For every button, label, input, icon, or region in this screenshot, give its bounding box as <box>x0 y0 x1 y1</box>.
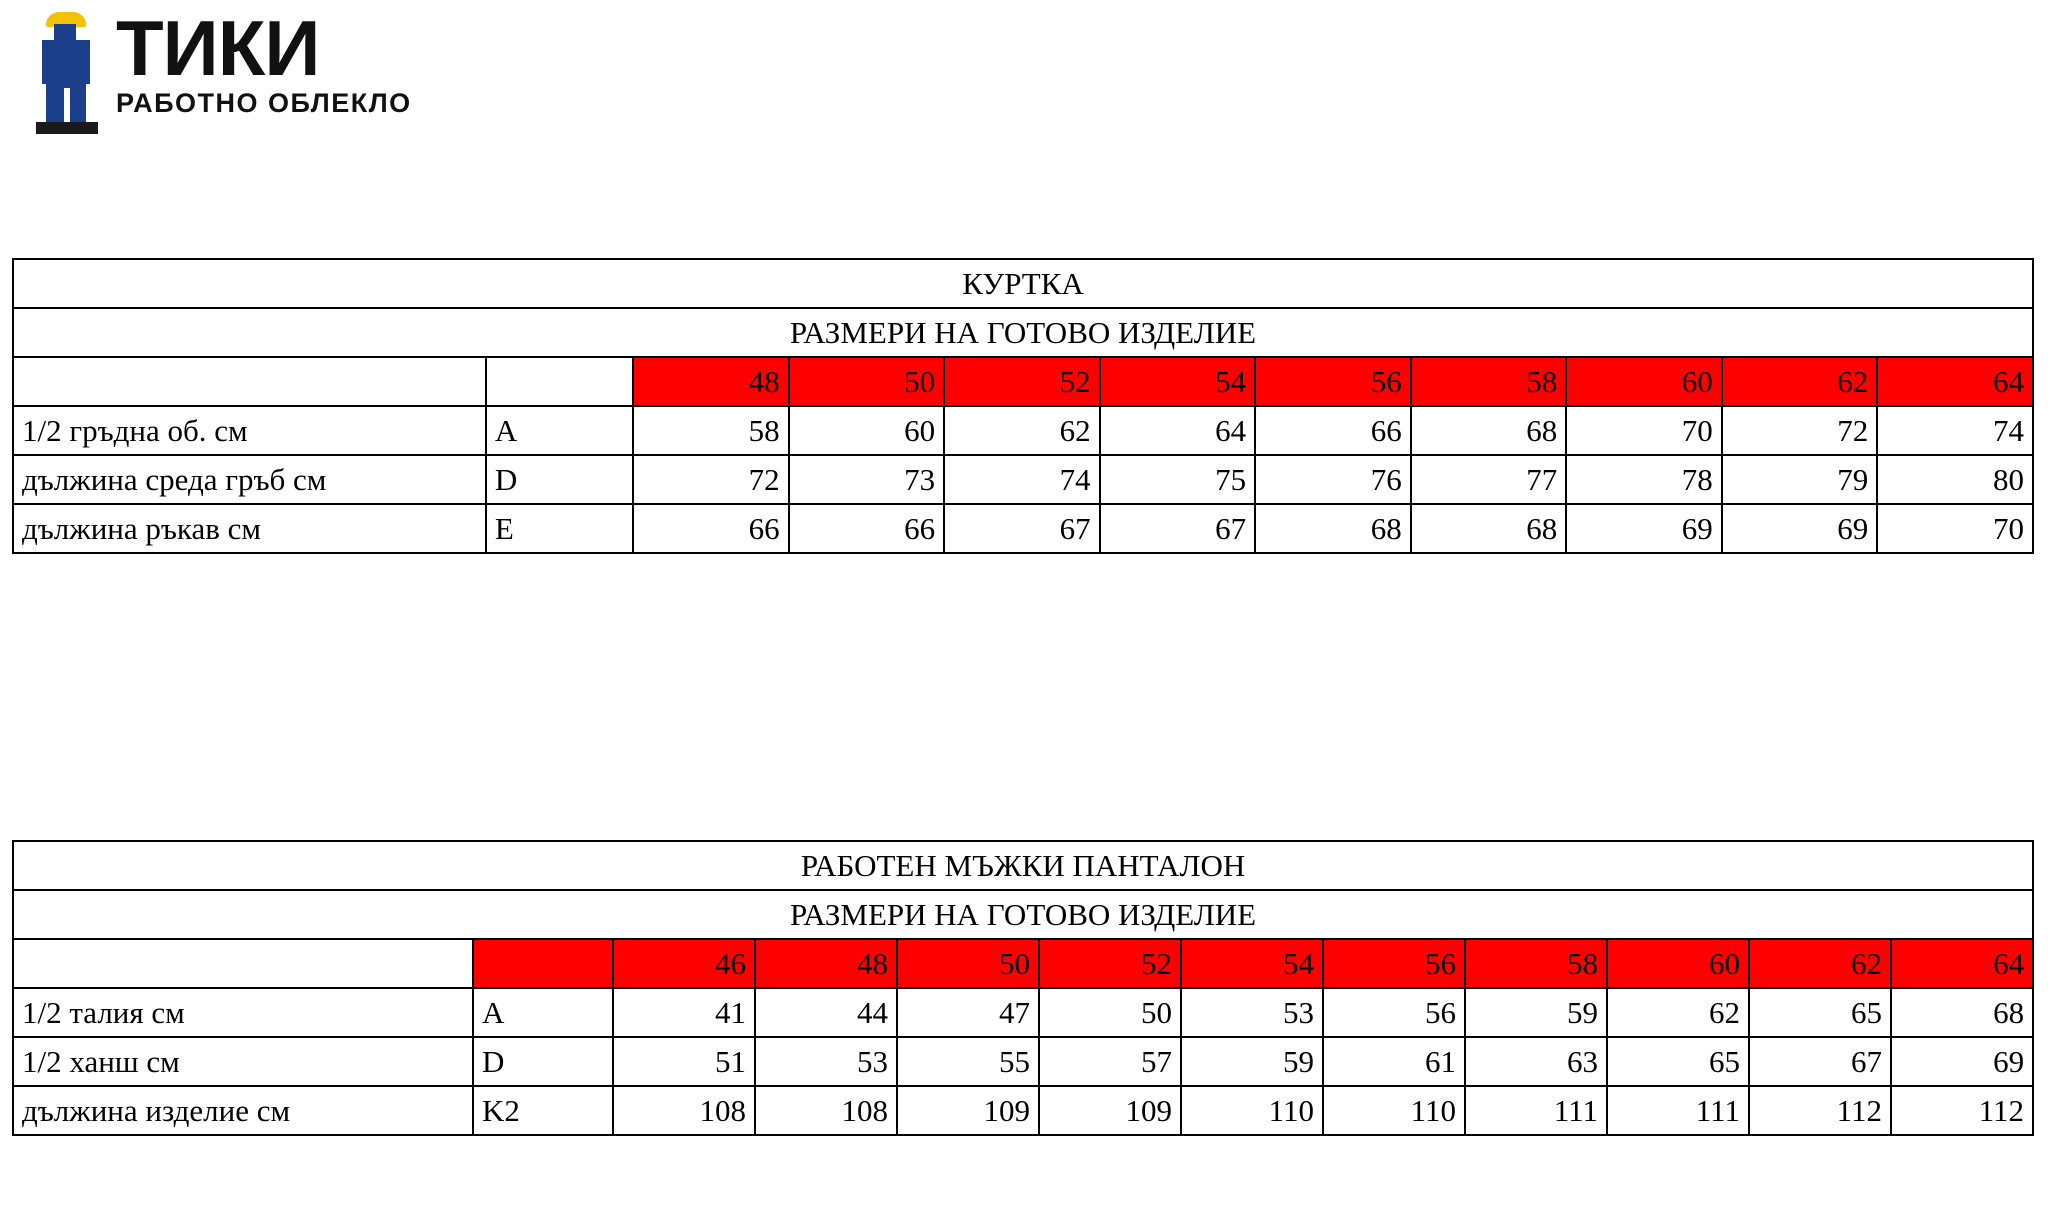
header-blank-code <box>486 357 633 406</box>
row-value: 59 <box>1181 1037 1323 1086</box>
row-value: 58 <box>633 406 789 455</box>
row-value: 79 <box>1722 455 1878 504</box>
row-code: A <box>486 406 633 455</box>
table-subtitle-row <box>13 308 2033 357</box>
row-value: 41 <box>613 988 755 1037</box>
row-value: 66 <box>1255 406 1411 455</box>
row-value: 112 <box>1749 1086 1891 1135</box>
size-header-cell: 58 <box>1465 939 1607 988</box>
row-value: 110 <box>1323 1086 1465 1135</box>
row-value: 68 <box>1411 504 1567 553</box>
size-header-cell: 56 <box>1323 939 1465 988</box>
row-value: 64 <box>1100 406 1256 455</box>
row-value: 69 <box>1722 504 1878 553</box>
table-row <box>13 406 2033 455</box>
row-value: 61 <box>1323 1037 1465 1086</box>
row-value: 108 <box>755 1086 897 1135</box>
row-value: 68 <box>1411 406 1567 455</box>
row-value: 111 <box>1465 1086 1607 1135</box>
row-value: 55 <box>897 1037 1039 1086</box>
row-value: 72 <box>1722 406 1878 455</box>
row-value: 67 <box>1749 1037 1891 1086</box>
row-value: 74 <box>944 455 1100 504</box>
table-subtitle-row <box>13 890 2033 939</box>
size-header-cell: 62 <box>1749 939 1891 988</box>
table-subtitle <box>13 308 2033 357</box>
row-value: 69 <box>1566 504 1722 553</box>
body-shape <box>42 40 90 84</box>
row-value: 72 <box>633 455 789 504</box>
row-value: 65 <box>1607 1037 1749 1086</box>
row-code: K2 <box>473 1086 613 1135</box>
size-header-cell: 50 <box>789 357 945 406</box>
row-value: 74 <box>1877 406 2033 455</box>
size-header-cell: 64 <box>1891 939 2033 988</box>
table-title-row <box>13 841 2033 890</box>
base-shape <box>36 122 98 134</box>
row-value: 68 <box>1891 988 2033 1037</box>
head-shape <box>54 24 76 40</box>
header-blank-code <box>473 939 613 988</box>
size-header-cell: 52 <box>1039 939 1181 988</box>
size-header-cell: 58 <box>1411 357 1567 406</box>
row-value: 109 <box>897 1086 1039 1135</box>
row-value: 62 <box>944 406 1100 455</box>
row-value: 47 <box>897 988 1039 1037</box>
table-title-line2: РАЗМЕРИ НА ГОТОВО ИЗДЕЛИЕ <box>789 896 1257 932</box>
table-title-line2: РАЗМЕРИ НА ГОТОВО ИЗДЕЛИЕ <box>789 314 1257 350</box>
row-value: 110 <box>1181 1086 1323 1135</box>
table-title-line1: КУРТКА <box>962 265 1084 301</box>
size-header-cell: 60 <box>1566 357 1722 406</box>
row-value: 80 <box>1877 455 2033 504</box>
row-label: дължина ръкав см <box>13 504 486 553</box>
row-value: 76 <box>1255 455 1411 504</box>
row-value: 66 <box>789 504 945 553</box>
row-value: 65 <box>1749 988 1891 1037</box>
header-blank-label <box>13 357 486 406</box>
row-value: 108 <box>613 1086 755 1135</box>
row-label: 1/2 гръдна об. см <box>13 406 486 455</box>
header-blank-label <box>13 939 473 988</box>
row-value: 66 <box>633 504 789 553</box>
row-value: 51 <box>613 1037 755 1086</box>
table-title <box>13 841 2033 890</box>
row-value: 67 <box>944 504 1100 553</box>
row-label: 1/2 ханш см <box>13 1037 473 1086</box>
table-title <box>13 259 2033 308</box>
row-value: 57 <box>1039 1037 1181 1086</box>
size-header-cell: 48 <box>755 939 897 988</box>
row-value: 60 <box>789 406 945 455</box>
logo-title: ТИКИ <box>116 4 320 92</box>
size-header-cell: 60 <box>1607 939 1749 988</box>
size-header-cell: 46 <box>613 939 755 988</box>
row-value: 56 <box>1323 988 1465 1037</box>
row-value: 109 <box>1039 1086 1181 1135</box>
table-row <box>13 988 2033 1037</box>
row-value: 67 <box>1100 504 1256 553</box>
row-code: D <box>486 455 633 504</box>
size-header-cell: 64 <box>1877 357 2033 406</box>
row-label: 1/2 талия см <box>13 988 473 1037</box>
row-value: 50 <box>1039 988 1181 1037</box>
row-value: 69 <box>1891 1037 2033 1086</box>
row-code: E <box>486 504 633 553</box>
row-value: 73 <box>789 455 945 504</box>
size-header-cell: 50 <box>897 939 1039 988</box>
size-header-cell: 62 <box>1722 357 1878 406</box>
row-value: 77 <box>1411 455 1567 504</box>
table-title-row <box>13 259 2033 308</box>
size-header-cell: 54 <box>1100 357 1256 406</box>
row-value: 59 <box>1465 988 1607 1037</box>
row-value: 70 <box>1566 406 1722 455</box>
row-value: 112 <box>1891 1086 2033 1135</box>
row-code: D <box>473 1037 613 1086</box>
size-header-cell: 48 <box>633 357 789 406</box>
logo-subtitle: РАБОТНО ОБЛЕКЛО <box>116 88 412 118</box>
row-value: 68 <box>1255 504 1411 553</box>
legs-gap <box>64 88 70 122</box>
row-label: дължина среда гръб см <box>13 455 486 504</box>
table-subtitle <box>13 890 2033 939</box>
row-label: дължина изделие см <box>13 1086 473 1135</box>
row-value: 70 <box>1877 504 2033 553</box>
row-value: 53 <box>755 1037 897 1086</box>
row-value: 75 <box>1100 455 1256 504</box>
table-row <box>13 1086 2033 1135</box>
size-header-cell: 52 <box>944 357 1100 406</box>
size-table-trousers <box>12 840 2034 1136</box>
size-table-jacket <box>12 258 2034 554</box>
table-title-line1: РАБОТЕН МЪЖКИ ПАНТАЛОН <box>800 847 1246 883</box>
size-header-cell: 54 <box>1181 939 1323 988</box>
table-row <box>13 1037 2033 1086</box>
size-header-row <box>13 357 2033 406</box>
logo-text <box>116 4 412 118</box>
row-value: 44 <box>755 988 897 1037</box>
row-value: 53 <box>1181 988 1323 1037</box>
row-code: A <box>473 988 613 1037</box>
brand-logo <box>34 4 412 142</box>
row-value: 62 <box>1607 988 1749 1037</box>
size-header-row <box>13 939 2033 988</box>
row-value: 78 <box>1566 455 1722 504</box>
size-header-cell: 56 <box>1255 357 1411 406</box>
table-row <box>13 455 2033 504</box>
worker-figure-icon <box>34 4 108 142</box>
row-value: 63 <box>1465 1037 1607 1086</box>
table-row <box>13 504 2033 553</box>
row-value: 111 <box>1607 1086 1749 1135</box>
